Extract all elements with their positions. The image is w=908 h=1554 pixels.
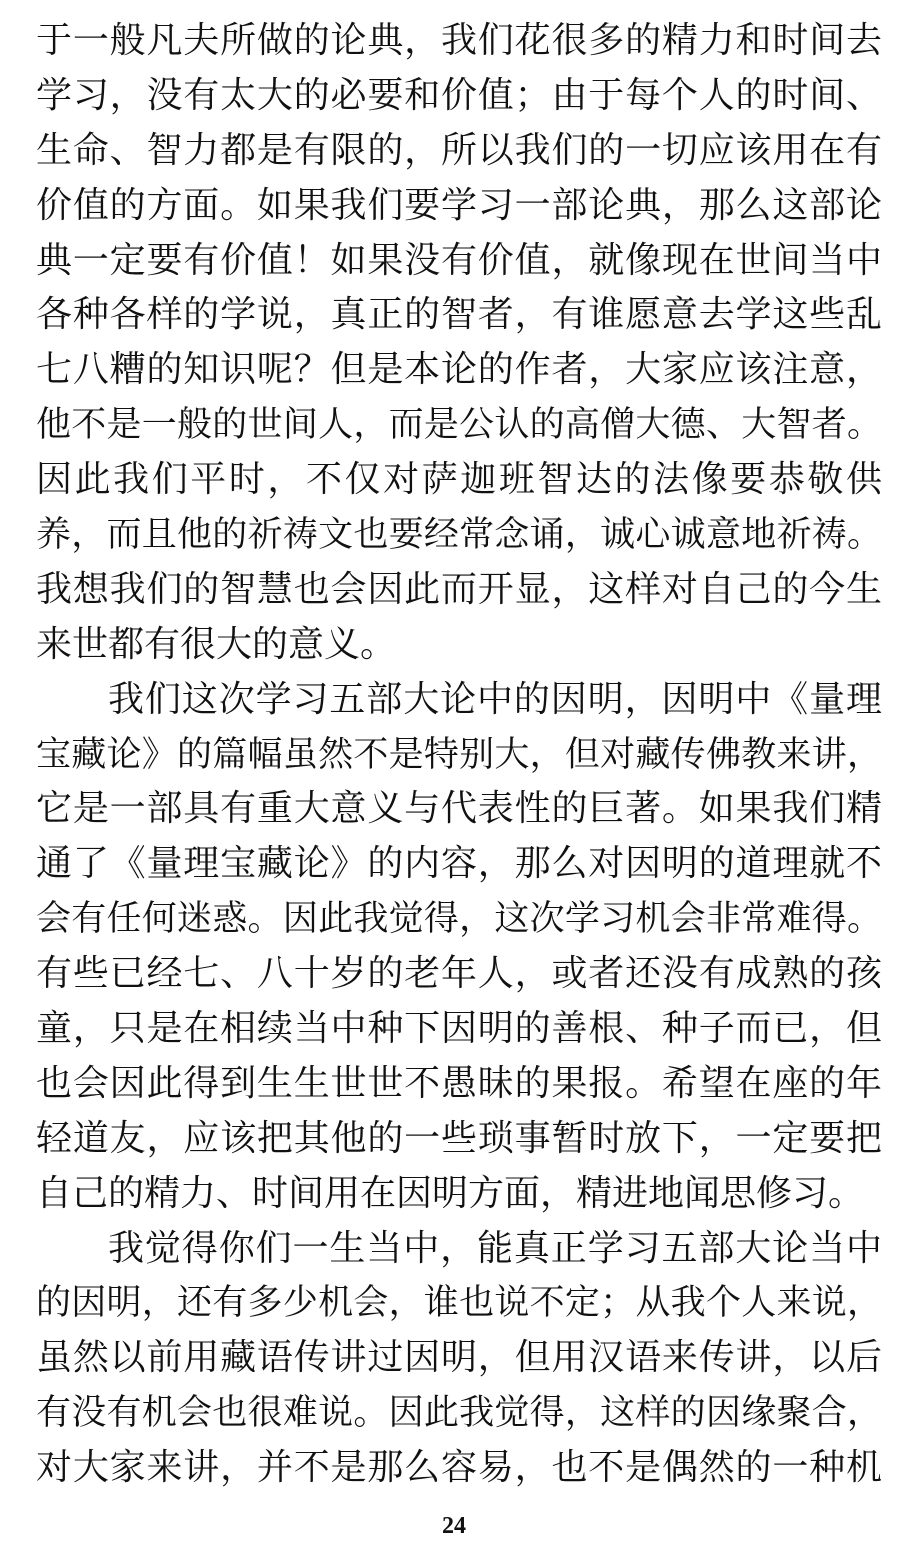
paragraph-2 (36, 673, 882, 1222)
text-line: 虽然以前用藏语传讲过因明，但用汉语来传讲，以后 (36, 1337, 882, 1379)
text-line: 养，而且他的祈祷文也要经常念诵，诚心诚意地祈祷。 (36, 515, 882, 556)
text-line: 通了《量理宝藏论》的内容，那么对因明的道理就不 (36, 843, 882, 885)
paragraph-3 (36, 1222, 882, 1496)
text-line: 宝藏论》的篇幅虽然不是特别大，但对藏传佛教来讲， (36, 734, 882, 775)
page-number: 24 (442, 1513, 466, 1539)
text-line: 的因明，还有多少机会，谁也说不定；从我个人来说， (36, 1283, 882, 1324)
text-line: 轻道友，应该把其他的一些琐事暂时放下，一定要把 (36, 1117, 882, 1159)
text-line: 自己的精力、时间用在因明方面，精进地闻思修习。 (36, 1172, 865, 1214)
text-line: 会有任何迷惑。因此我觉得，这次学习机会非常难得。 (36, 899, 882, 940)
text-line: 因此我们平时，不仅对萨迦班智达的法像要恭敬供 (36, 459, 882, 501)
text-line: 价值的方面。如果我们要学习一部论典，那么这部论 (36, 184, 882, 226)
text-line: 有些已经七、八十岁的老年人，或者还没有成熟的孩 (36, 953, 882, 995)
text-line: 有没有机会也很难说。因此我觉得，这样的因缘聚合， (36, 1393, 882, 1434)
text-line: 也会因此得到生生世世不愚昧的果报。希望在座的年 (36, 1062, 882, 1104)
text-line: 七八糟的知识呢？但是本论的作者，大家应该注意， (36, 349, 882, 391)
text-line: 各种各样的学说，真正的智者，有谁愿意去学这些乱 (36, 294, 882, 336)
text-line: 学习，没有太大的必要和价值；由于每个人的时间、 (36, 74, 882, 116)
text-line: 来世都有很大的意义。 (36, 623, 397, 665)
text-line: 对大家来讲，并不是那么容易，也不是偶然的一种机 (36, 1447, 882, 1489)
text-line: 我们这次学习五部大论中的因明，因明中《量理 (108, 678, 882, 720)
text-line: 它是一部具有重大意义与代表性的巨著。如果我们精 (36, 788, 882, 830)
text-line: 于一般凡夫所做的论典，我们花很多的精力和时间去 (36, 20, 882, 61)
paragraph-1 (36, 14, 882, 673)
text-line: 生命、智力都是有限的，所以我们的一切应该用在有 (36, 129, 882, 171)
text-line: 他不是一般的世间人，而是公认的高僧大德、大智者。 (36, 405, 882, 446)
text-line: 童，只是在相续当中种下因明的善根、种子而已，但 (36, 1008, 882, 1050)
text-line: 我觉得你们一生当中，能真正学习五部大论当中 (108, 1227, 882, 1269)
text-line: 我想我们的智慧也会因此而开显，这样对自己的今生 (36, 568, 882, 610)
text-line: 典一定要有价值！如果没有价值，就像现在世间当中 (36, 239, 882, 281)
body-text (36, 14, 882, 1496)
